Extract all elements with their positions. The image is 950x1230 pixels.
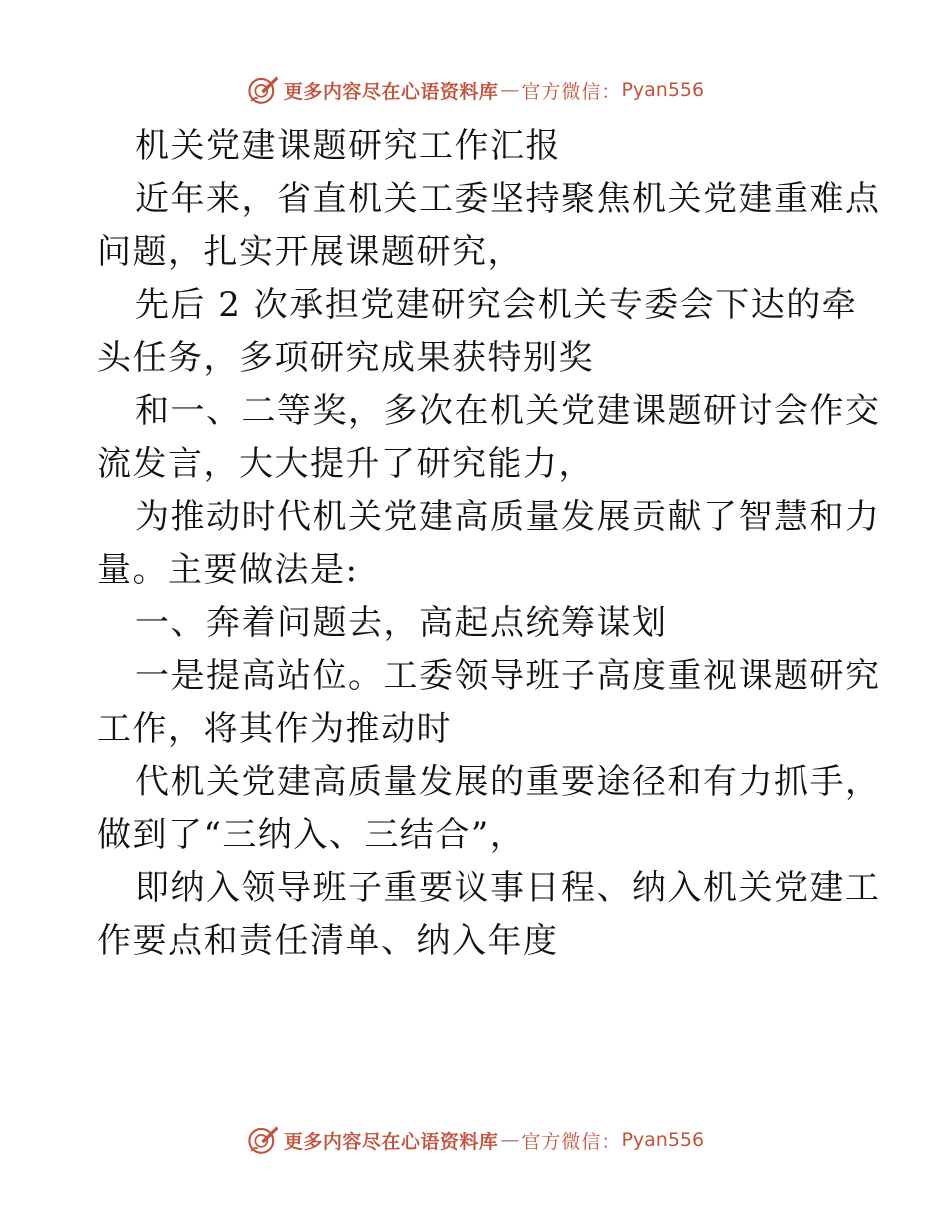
banner-wechat-id: Pyan556 — [621, 1129, 705, 1151]
banner-separator: — — [500, 79, 520, 101]
text-line: 流发言，大大提升了研究能力， — [97, 444, 594, 484]
banner-label: 官方微信： — [521, 1130, 622, 1153]
text-line: 工作，将其作为推动时 — [97, 709, 452, 749]
text-line: 机关党建课题研究工作汇报 — [135, 126, 561, 166]
pen-logo-icon — [246, 73, 280, 107]
banner-wechat-id: Pyan556 — [621, 79, 705, 101]
text-line: 作要点和责任清单、纳入年度 — [97, 921, 559, 961]
document-body — [97, 120, 881, 968]
text-line: 为推动时代机关党建高质量发展贡献了智慧和力 — [135, 497, 881, 537]
text-line: 近年来，省直机关工委坚持聚焦机关党建重难点 — [135, 179, 881, 219]
text-line: 做到了“三纳入、三结合”， — [97, 815, 526, 855]
text-line: 先后 2 次承担党建研究会机关专委会下达的牵 — [135, 285, 858, 325]
text-line: 头任务，多项研究成果获特别奖 — [97, 338, 594, 378]
text-line: 代机关党建高质量发展的重要途径和有力抓手， — [135, 762, 881, 802]
text-line: 问题，扎实开展课题研究， — [97, 232, 523, 272]
footer-banner — [0, 1120, 950, 1160]
pen-logo-icon — [246, 1123, 280, 1157]
banner-text: 更多内容尽在心语资料库 — [283, 80, 499, 103]
banner-label: 官方微信： — [521, 80, 622, 103]
text-line: 量。主要做法是: — [97, 550, 359, 590]
text-line: 一是提高站位。工委领导班子高度重视课题研究 — [135, 656, 881, 696]
banner-text: 更多内容尽在心语资料库 — [283, 1130, 499, 1153]
header-banner — [0, 70, 950, 110]
text-line: 和一、二等奖，多次在机关党建课题研讨会作交 — [135, 391, 881, 431]
text-line: 一、奔着问题去，高起点统筹谋划 — [135, 603, 668, 643]
banner-separator: — — [500, 1129, 520, 1151]
text-line: 即纳入领导班子重要议事日程、纳入机关党建工 — [135, 868, 881, 908]
